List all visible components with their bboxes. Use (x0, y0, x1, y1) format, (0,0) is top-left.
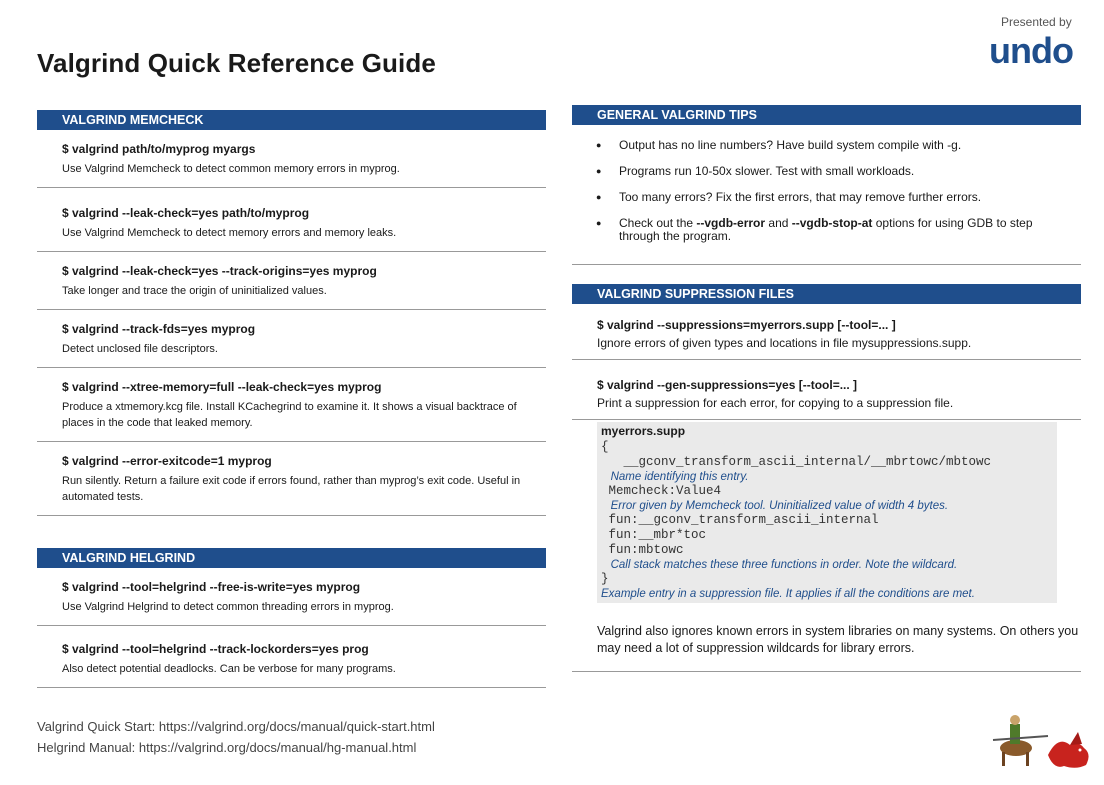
command: $ valgrind --tool=helgrind --track-lockorders=yes prog (62, 642, 369, 656)
tip-item: ● Programs run 10-50x slower. Test with small workloads. (572, 165, 1081, 178)
command: $ valgrind --track-fds=yes myprog (62, 322, 256, 336)
helgrind-entry (37, 626, 546, 688)
code-line: fun:__gconv_transform_ascii_internal (601, 513, 879, 527)
memcheck-entry (37, 252, 546, 310)
left-column (37, 110, 546, 688)
memcheck-heading: VALGRIND MEMCHECK (37, 110, 546, 130)
tip-text: options for using GDB to step through the program. (619, 216, 1033, 243)
quickstart-link[interactable]: Valgrind Quick Start: https://valgrind.org/docs/manual/quick-start.html (37, 719, 435, 734)
suppression-closing-note: Valgrind also ignores known errors in system libraries on many systems. On others you may need a lot of suppression wildcards for library errors. (572, 603, 1081, 672)
code-note: Call stack matches these three functions in order. Note the wildcard. (601, 559, 958, 571)
command: $ valgrind --error-exitcode=1 myprog (62, 454, 272, 468)
code-note: Example entry in a suppression file. It applies if all the conditions are met. (601, 588, 975, 600)
description: Ignore errors of given types and locations in file mysuppressions.supp. (597, 336, 972, 350)
description: Take longer and trace the origin of uninitialized values. (62, 285, 327, 297)
memcheck-entry (37, 188, 546, 252)
footer-links (37, 716, 435, 758)
suppression-entry (572, 304, 1081, 360)
tip-text: Check out the (619, 216, 697, 230)
page-title: Valgrind Quick Reference Guide (37, 48, 436, 78)
tip-item: ● Too many errors? Fix the first errors, that may remove further errors. (572, 191, 1081, 204)
right-column (572, 105, 1081, 672)
command: $ valgrind --suppressions=myerrors.supp [--tool=... ] (597, 318, 896, 332)
code-note: Name identifying this entry. (601, 471, 749, 483)
tips-heading: GENERAL VALGRIND TIPS (572, 105, 1081, 125)
command: $ valgrind --leak-check=yes path/to/myprog (62, 206, 310, 220)
tip-text: and (765, 216, 792, 230)
suppression-file-example (597, 422, 1057, 603)
description: Use Valgrind Memcheck to detect common memory errors in myprog. (62, 163, 400, 175)
suppression-heading: VALGRIND SUPPRESSION FILES (572, 284, 1081, 304)
memcheck-entry (37, 130, 546, 188)
description: Use Valgrind Memcheck to detect memory errors and memory leaks. (62, 227, 397, 239)
description: Run silently. Return a failure exit code if errors found, rather than myprog’s exit code. Useful in automated tests. (62, 475, 521, 503)
tip-item: ● Output has no line numbers? Have build system compile with -g. (572, 139, 1081, 152)
description: Produce a xtmemory.kcg file. Install KCachegrind to examine it. It shows a visual backtrace of places in the code that leaked memory. (62, 401, 517, 429)
command: $ valgrind --xtree-memory=full --leak-check=yes myprog (62, 380, 382, 394)
knight-icon (993, 715, 1048, 766)
helgrind-entry (37, 568, 546, 626)
logo-text: undo (989, 30, 1073, 71)
code-note: Error given by Memcheck tool. Uninitialized value of width 4 bytes. (601, 500, 949, 512)
description: Print a suppression for each error, for copying to a suppression file. (597, 396, 954, 410)
helgrind-heading: VALGRIND HELGRIND (37, 548, 546, 568)
tip-item (572, 217, 1081, 243)
description: Use Valgrind Helgrind to detect common threading errors in myprog. (62, 601, 394, 613)
tips-list (572, 125, 1081, 265)
code-line: fun:mbtowc (601, 543, 684, 557)
command: $ valgrind --gen-suppressions=yes [--tool=... ] (597, 378, 858, 392)
undo-logo (989, 30, 1073, 72)
helgrind-manual-link[interactable]: Helgrind Manual: https://valgrind.org/docs/manual/hg-manual.html (37, 740, 417, 755)
suppression-file-name: myerrors.supp (601, 424, 686, 438)
description: Also detect potential deadlocks. Can be verbose for many programs. (62, 663, 396, 675)
suppression-entry (572, 360, 1081, 420)
command: $ valgrind --leak-check=yes --track-origins=yes myprog (62, 264, 377, 278)
code-line: { (601, 440, 609, 454)
code-line: } (601, 572, 609, 586)
dragon-icon (1048, 732, 1089, 768)
code-line: fun:__mbr*toc (601, 528, 707, 542)
command: $ valgrind --tool=helgrind --free-is-write=yes myprog (62, 580, 361, 594)
code-line: __gconv_transform_ascii_internal/__mbrtowc/mbtowc (601, 455, 992, 469)
memcheck-entry (37, 442, 546, 516)
valgrind-knight-dragon-illustration (988, 710, 1098, 775)
presented-by-label: Presented by (1001, 15, 1072, 29)
option-vgdb-stop-at: --vgdb-stop-at (791, 216, 873, 230)
memcheck-entry (37, 310, 546, 368)
code-line: Memcheck:Value4 (601, 484, 722, 498)
option-vgdb-error: --vgdb-error (696, 216, 766, 230)
description: Detect unclosed file descriptors. (62, 343, 218, 355)
memcheck-entry (37, 368, 546, 442)
command: $ valgrind path/to/myprog myargs (62, 142, 256, 156)
